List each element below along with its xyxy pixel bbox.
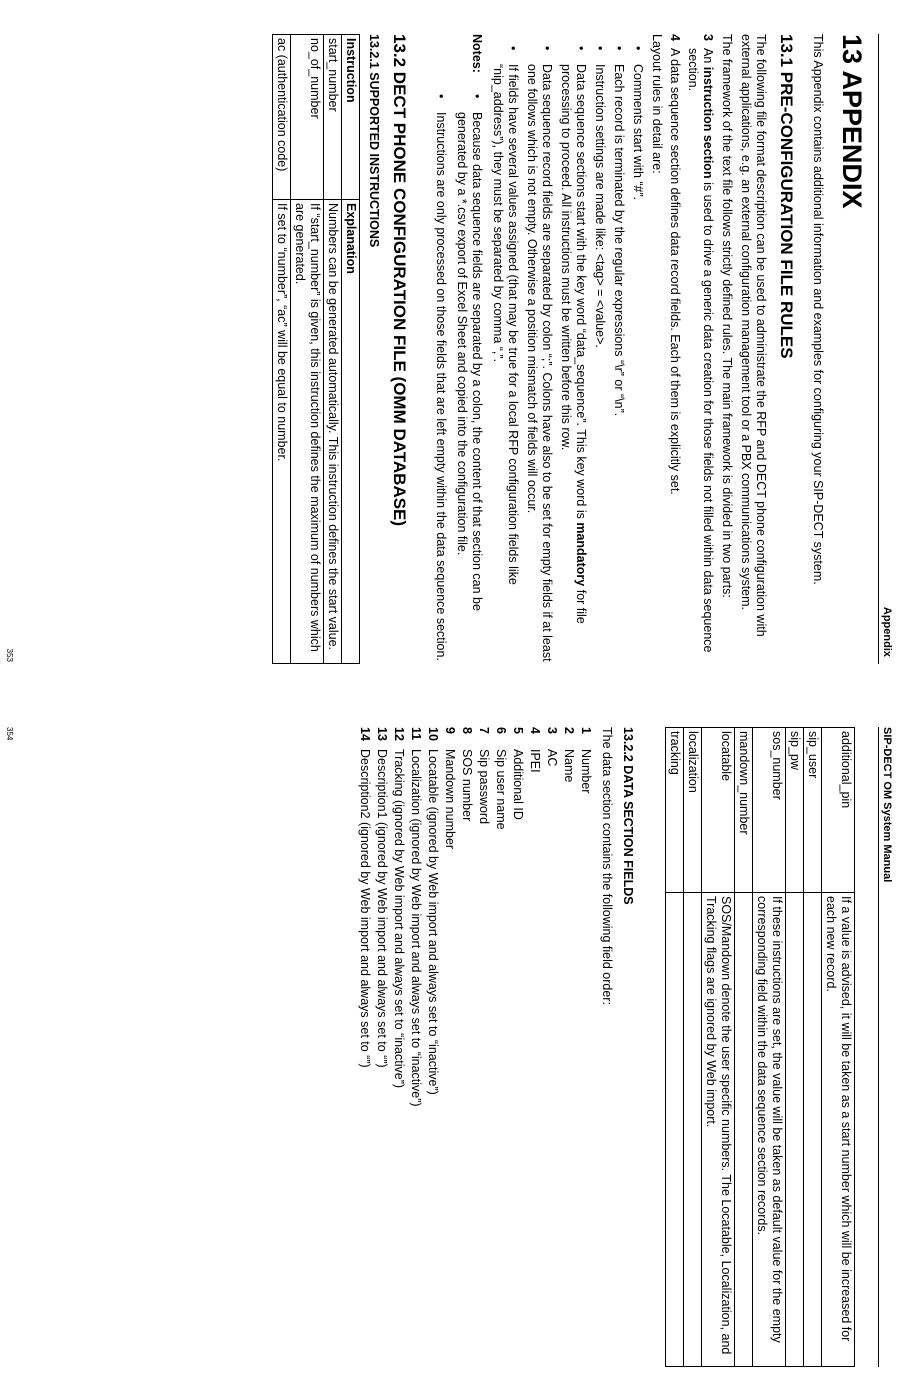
- list-item: • Each record is terminated by the regular expressions “\r” or “\n”.: [612, 46, 626, 417]
- list-item: 3 AC: [545, 727, 559, 767]
- page-content: [272, 34, 867, 664]
- table-row: [804, 728, 822, 1367]
- table-row: [753, 728, 786, 1367]
- list-item: • Data sequence sections start with the key word “data_sequence”. This key word is mandatory for file processing to proceed. All instructions must be written before this row.: [559, 46, 588, 624]
- table-header-row: [342, 35, 360, 664]
- table-cell: If these instructions are set, the value will be taken as default value for the empty corresponding field within the data sequence section records.: [753, 893, 786, 1367]
- column-header: Explanation: [342, 200, 360, 664]
- list-item: 1 Number: [579, 727, 593, 794]
- layout-rules-intro: Layout rules in detail are:: [650, 34, 664, 174]
- table-cell: If a value is advised, it will be taken as a start number which will be increased for each new record.: [822, 893, 855, 1367]
- list-item: 6 Sip user name: [494, 727, 508, 830]
- list-item: • If fields have several values assigned (that may be true for a local RFP configuration fields like “nip_address”), they must be separated by comma “,”.: [491, 46, 520, 585]
- list-item: 8 SOS number: [460, 727, 474, 822]
- instructions-table-continued: [665, 727, 855, 1367]
- notes-label: Notes:: [470, 34, 484, 73]
- section-title: 13.1 PRE-CONFIGURATION FILE RULES: [777, 34, 796, 359]
- table-cell: ac (authentication code): [273, 35, 291, 200]
- item-number: 4: [668, 34, 682, 41]
- instructions-table: [272, 34, 360, 664]
- column-header: Instruction: [342, 35, 360, 200]
- item-number: 3: [701, 34, 715, 41]
- table-row: [324, 35, 342, 664]
- table-cell: sip_user: [804, 728, 822, 893]
- list-item: • Because data sequence fields are separated by a colon, the content of that section can be generated by a *.csv export of Excel Sheet and copied into the configuration file.: [455, 94, 484, 611]
- table-row: [786, 728, 804, 1367]
- list-item: 10 Locatable (ignored by Web import and always set to “inactive”): [426, 727, 440, 1095]
- page-content: [355, 727, 855, 1367]
- section-title: 13.2 DECT PHONE CONFIGURATION FILE (OMM DATABASE): [390, 34, 409, 527]
- page-354: [0, 697, 901, 1394]
- table-cell: SOS/Mandown denote the user specific numbers. The Locatable, Localization, and Tracking flags are ignored by Web import.: [702, 893, 735, 1367]
- subsection-title: 13.2.2 DATA SECTION FIELDS: [621, 727, 635, 905]
- header-rule: [878, 727, 879, 1367]
- table-cell: sip_pw: [786, 728, 804, 893]
- table-row: [735, 728, 753, 1367]
- notes: [427, 34, 484, 664]
- list-item: • Data sequence record fields are separated by colon “;”. Colons have also to be set for empty fields if at least one follows which is not empty. Otherwise a position mismatch of fields will occur.: [525, 46, 554, 662]
- list-item: • Instruction settings are made like: <tag> = <value>.: [593, 46, 607, 348]
- table-cell: tracking: [666, 728, 684, 893]
- item-text: A data sequence section defines data record fields. Each of them is explicitly set.: [668, 48, 682, 495]
- notes-list: [427, 82, 484, 664]
- table-cell: If “start_number” is given, this instruction defines the maximum of numbers which are generated.: [291, 200, 324, 664]
- table-cell: [684, 893, 702, 1367]
- layout-rules-list: [490, 34, 645, 664]
- table-cell: [666, 893, 684, 1367]
- section-intro: The following file format description can be used to administrate the RFP and DECT phone configuration with external applications, e.g. an external configuration management tool or a PBX communications system.: [739, 34, 768, 637]
- list-item: 11 Localization (ignored by Web import and always set to “inactive”): [409, 727, 423, 1107]
- framework-part: [685, 34, 715, 664]
- table-cell: Numbers can be generated automatically. This instruction defines the start value.: [324, 200, 342, 664]
- chapter-intro: This Appendix contains additional information and examples for configuring your SIP-DECT system.: [811, 34, 825, 585]
- chapter-title: 13 APPENDIX: [837, 34, 867, 209]
- table-cell: [786, 893, 804, 1367]
- list-item: • Comments start with “#”.: [631, 46, 645, 201]
- table-row: [291, 35, 324, 664]
- framework-part: [667, 34, 682, 664]
- table-cell: start_number: [324, 35, 342, 200]
- table-cell: additional_pin: [822, 728, 855, 893]
- fields-intro: The data section contains the following field order:: [600, 727, 614, 1005]
- table-row: [702, 728, 735, 1367]
- page-number: 353: [5, 648, 14, 662]
- table-cell: locatable: [702, 728, 735, 893]
- running-header: Appendix: [881, 606, 893, 657]
- running-header: SIP-DECT OM System Manual: [881, 727, 893, 883]
- table-cell: localization: [684, 728, 702, 893]
- table-row: [684, 728, 702, 1367]
- table-row: [822, 728, 855, 1367]
- list-item: 4 IPEI: [528, 727, 542, 773]
- item-text: An instruction section is used to drive a generic data creation for those fields not filled within data sequence section.: [686, 48, 715, 653]
- list-item: 12 Tracking (ignored by Web import and always set to “inactive”): [392, 727, 406, 1089]
- framework-intro: The framework of the text file follows strictly defined rules. The main framework is divided in two parts:: [720, 34, 734, 598]
- list-item: • Instructions are only processed on those fields that are left empty within the data sequence section.: [434, 94, 448, 661]
- table-row: [273, 35, 291, 664]
- list-item: 5 Additional ID: [511, 727, 525, 820]
- table-cell: sos_number: [753, 728, 786, 893]
- header-rule: [878, 34, 879, 664]
- list-item: 13 Description1 (ignored by Web import and always set to “”): [375, 727, 389, 1068]
- table-cell: [804, 893, 822, 1367]
- table-cell: If set to “number”, “ac” will be equal to number.: [273, 200, 291, 664]
- list-item: 2 Name: [562, 727, 576, 783]
- table-cell: no_of_number: [291, 35, 324, 200]
- table-row: [666, 728, 684, 1367]
- table-cell: [735, 893, 753, 1367]
- list-item: 9 Mandown number: [443, 727, 457, 850]
- page-number: 354: [5, 727, 14, 741]
- list-item: 14 Description2 (ignored by Web import and always set to “”): [358, 727, 372, 1068]
- list-item: 7 Sip password: [477, 727, 491, 825]
- data-fields-list: [357, 727, 593, 1367]
- table-cell: mandown_number: [735, 728, 753, 893]
- subsection-title: 13.2.1 SUPPORTED INSTRUCTIONS: [367, 34, 381, 248]
